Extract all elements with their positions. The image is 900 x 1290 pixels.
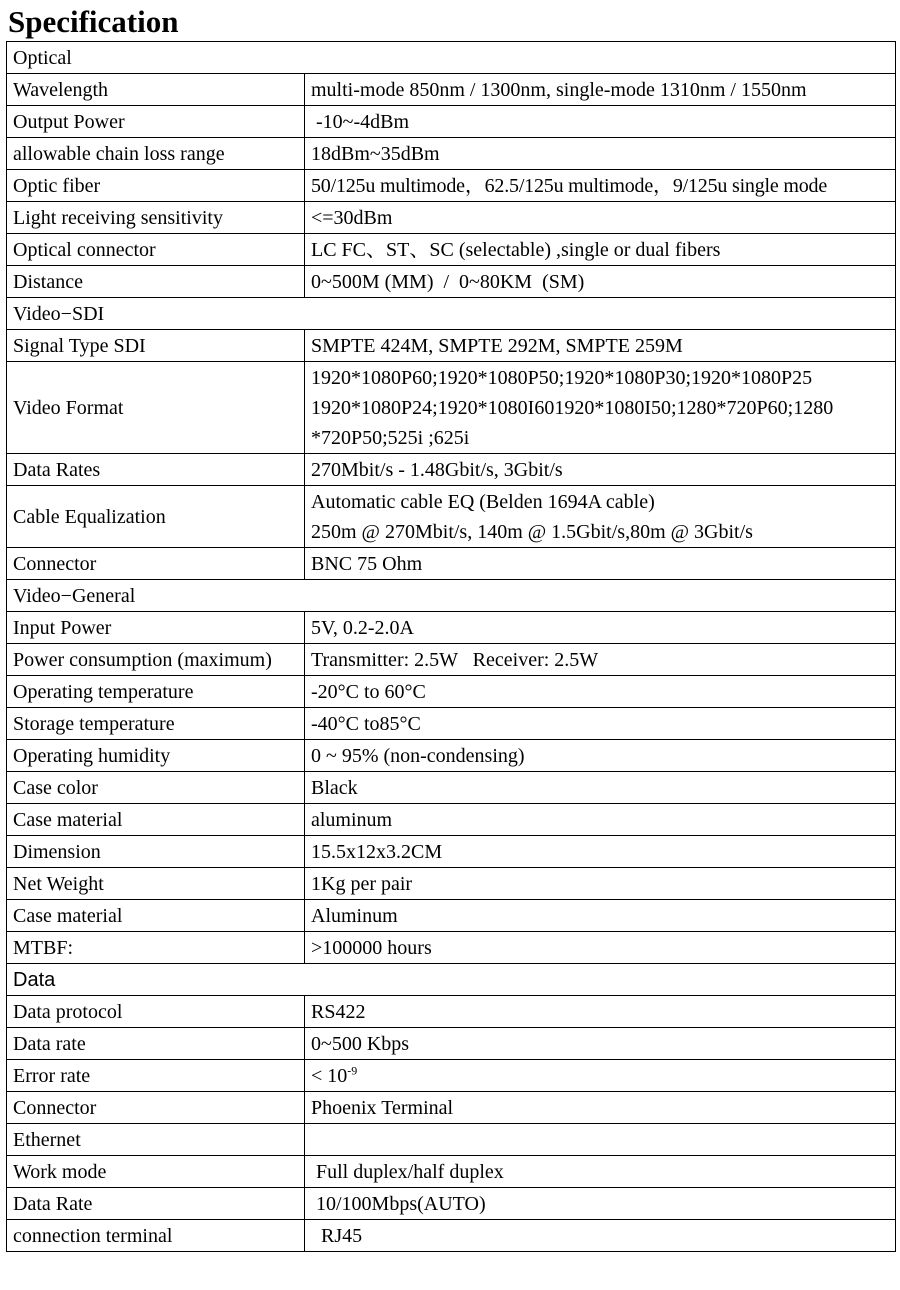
row-value: -20°C to 60°C [305, 676, 896, 708]
section-heading: Optical [7, 42, 896, 74]
row-value: RJ45 [305, 1220, 896, 1252]
value-line: Automatic cable EQ (Belden 1694A cable) [311, 490, 655, 513]
row-value: >100000 hours [305, 932, 896, 964]
row-value: -10~-4dBm [305, 106, 896, 138]
table-row [7, 1156, 896, 1188]
row-value: <=30dBm [305, 202, 896, 234]
section-header-ethernet [7, 1124, 896, 1156]
row-label: Wavelength [7, 74, 305, 106]
row-value: Aluminum [305, 900, 896, 932]
row-label: Video Format [7, 362, 305, 454]
section-heading: Data [7, 964, 896, 996]
row-label: Data rate [7, 1028, 305, 1060]
row-value: 1Kg per pair [305, 868, 896, 900]
row-value: 15.5x12x3.2CM [305, 836, 896, 868]
row-value: SMPTE 424M, SMPTE 292M, SMPTE 259M [305, 330, 896, 362]
row-value: Full duplex/half duplex [305, 1156, 896, 1188]
table-row [7, 486, 896, 548]
row-label: Dimension [7, 836, 305, 868]
table-row [7, 106, 896, 138]
table-row [7, 1092, 896, 1124]
row-label: Operating temperature [7, 676, 305, 708]
row-label: Case color [7, 772, 305, 804]
section-header-optical [7, 42, 896, 74]
row-label: Operating humidity [7, 740, 305, 772]
row-value: -40°C to85°C [305, 708, 896, 740]
table-row [7, 548, 896, 580]
row-label: Storage temperature [7, 708, 305, 740]
section-heading: Video−SDI [7, 298, 896, 330]
row-label: Data protocol [7, 996, 305, 1028]
row-value: BNC 75 Ohm [305, 548, 896, 580]
row-label: Output Power [7, 106, 305, 138]
empty-cell [305, 1124, 896, 1156]
row-label: allowable chain loss range [7, 138, 305, 170]
table-row [7, 74, 896, 106]
row-value: 270Mbit/s - 1.48Gbit/s, 3Gbit/s [305, 454, 896, 486]
row-value: Phoenix Terminal [305, 1092, 896, 1124]
table-row [7, 330, 896, 362]
section-header-video-general [7, 580, 896, 612]
row-label: Data Rates [7, 454, 305, 486]
row-label: Signal Type SDI [7, 330, 305, 362]
error-rate-exponent: -9 [347, 1062, 358, 1077]
row-label: Net Weight [7, 868, 305, 900]
row-value: aluminum [305, 804, 896, 836]
row-label: Work mode [7, 1156, 305, 1188]
row-label: Data Rate [7, 1188, 305, 1220]
row-value: 0~500M (MM) / 0~80KM (SM) [305, 266, 896, 298]
row-value: Black [305, 772, 896, 804]
value-line: 1920*1080P24;1920*1080I601920*1080I50;1280*720P60;1280 [311, 396, 834, 419]
section-heading: Ethernet [7, 1124, 305, 1156]
section-header-video-sdi [7, 298, 896, 330]
table-row [7, 202, 896, 234]
row-value [305, 1060, 896, 1092]
section-header-data [7, 964, 896, 996]
row-value [305, 486, 896, 548]
table-row [7, 362, 896, 454]
value-line: 250m @ 270Mbit/s, 140m @ 1.5Gbit/s,80m @ 3Gbit/s [311, 520, 753, 543]
table-row [7, 138, 896, 170]
row-label: Connector [7, 1092, 305, 1124]
row-label: Optic fiber [7, 170, 305, 202]
row-value [305, 362, 896, 454]
row-value: RS422 [305, 996, 896, 1028]
row-label: Connector [7, 548, 305, 580]
row-value: 10/100Mbps(AUTO) [305, 1188, 896, 1220]
table-row [7, 772, 896, 804]
page-title: Specification [8, 4, 179, 39]
table-row [7, 740, 896, 772]
table-row [7, 676, 896, 708]
table-row [7, 836, 896, 868]
row-label: Light receiving sensitivity [7, 202, 305, 234]
row-label: Power consumption (maximum) [7, 644, 305, 676]
table-row [7, 170, 896, 202]
table-row [7, 454, 896, 486]
row-label: MTBF: [7, 932, 305, 964]
table-row [7, 996, 896, 1028]
row-label: Case material [7, 900, 305, 932]
row-value: LC FC、ST、SC (selectable) ,single or dual fibers [305, 234, 896, 266]
row-value: 18dBm~35dBm [305, 138, 896, 170]
value-line: 1920*1080P60;1920*1080P50;1920*1080P30;1920*1080P25 [311, 366, 813, 389]
row-label: connection terminal [7, 1220, 305, 1252]
table-row [7, 1220, 896, 1252]
table-row [7, 644, 896, 676]
table-row [7, 932, 896, 964]
table-row [7, 1028, 896, 1060]
row-value: 0 ~ 95% (non-condensing) [305, 740, 896, 772]
table-row [7, 266, 896, 298]
row-value: Transmitter: 2.5W Receiver: 2.5W [305, 644, 896, 676]
table-row [7, 900, 896, 932]
value-line: *720P50;525i ;625i [311, 426, 470, 449]
error-rate-base: < 10 [311, 1064, 348, 1087]
table-row [7, 1060, 896, 1092]
row-value: 50/125u multimode，62.5/125u multimode，9/125u single mode [305, 170, 896, 202]
row-label: Distance [7, 266, 305, 298]
table-row [7, 612, 896, 644]
spec-table [6, 41, 896, 1252]
row-value: 5V, 0.2-2.0A [305, 612, 896, 644]
row-value: 0~500 Kbps [305, 1028, 896, 1060]
row-label: Case material [7, 804, 305, 836]
table-row [7, 804, 896, 836]
row-label: Error rate [7, 1060, 305, 1092]
row-value: multi-mode 850nm / 1300nm, single-mode 1310nm / 1550nm [305, 74, 896, 106]
row-label: Input Power [7, 612, 305, 644]
table-row [7, 234, 896, 266]
table-row [7, 1188, 896, 1220]
table-row [7, 708, 896, 740]
table-row [7, 868, 896, 900]
section-heading: Video−General [7, 580, 896, 612]
row-label: Optical connector [7, 234, 305, 266]
row-label: Cable Equalization [7, 486, 305, 548]
